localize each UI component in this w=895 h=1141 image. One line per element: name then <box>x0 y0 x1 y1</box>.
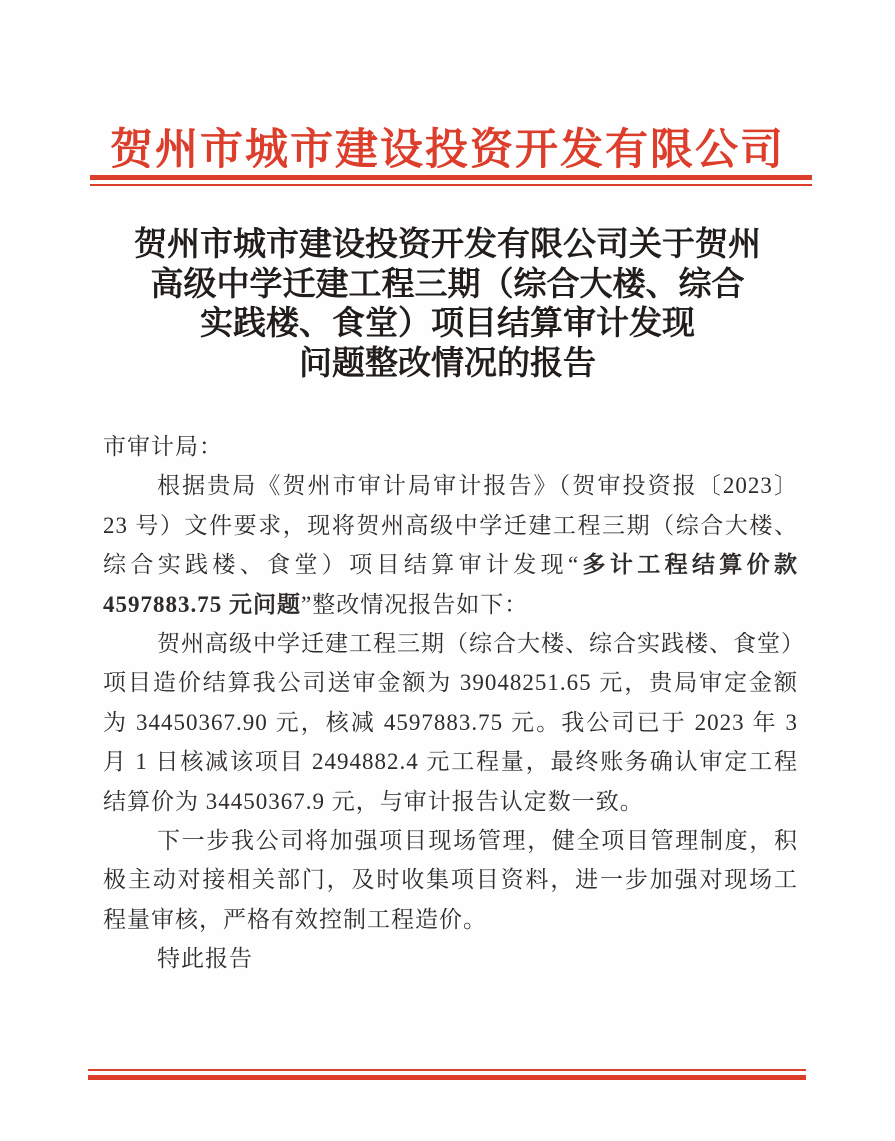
body-line-regular-segment: ”整改情况报告如下： <box>301 591 529 617</box>
body-line: 贺州高级中学迁建工程三期（综合大楼、综合实践楼、食堂） <box>157 631 805 657</box>
body-line <box>103 545 798 584</box>
company-letterhead: 贺州市城市建设投资开发有限公司 <box>110 127 785 174</box>
report-title <box>0 226 895 384</box>
body-line: 根据贵局《贺州市审计局审计报告》（贺审投资报〔2023〕 <box>157 473 798 499</box>
body-line: 月 1 日核减该项目 2494882.4 元工程量，最终账务确认审定工程 <box>103 749 798 775</box>
header-double-rule <box>90 175 812 186</box>
report-title-line-3: 实践楼、食堂）项目结算审计发现 <box>200 306 695 342</box>
footer-double-rule <box>88 1069 806 1080</box>
report-body <box>103 427 805 979</box>
body-line: 极主动对接相关部门，及时收集项目资料，进一步加强对现场工 <box>103 867 798 893</box>
body-line-bold-segment: 4597883.75 元问题 <box>103 591 301 617</box>
body-line: 23 号）文件要求，现将贺州高级中学迁建工程三期（综合大楼、 <box>103 512 798 538</box>
body-line: 结算价为 34450367.9 元，与审计报告认定数一致。 <box>103 788 644 814</box>
body-line: 程量审核，严格有效控制工程造价。 <box>103 906 487 932</box>
header-rule-thin-bar <box>90 184 812 186</box>
report-title-line-4: 问题整改情况的报告 <box>299 345 596 382</box>
closing-line: 特此报告 <box>157 946 253 972</box>
body-line: 下一步我公司将加强项目现场管理，健全项目管理制度，积 <box>157 828 798 854</box>
body-line: 为 34450367.90 元，核减 4597883.75 元。我公司已于 2023 年 3 <box>103 709 798 735</box>
body-line <box>103 585 798 624</box>
footer-rule-thick-bar <box>88 1075 806 1080</box>
report-title-line-1: 贺州市城市建设投资开发有限公司关于贺州 <box>134 227 761 263</box>
body-line-bold-segment: 多计工程结算价款 <box>579 552 798 578</box>
body-line-regular-segment: 综合实践楼、食堂）项目结算审计发现“ <box>103 552 580 578</box>
report-title-line-2: 高级中学迁建工程三期（综合大楼、综合 <box>150 266 745 303</box>
salutation: 市审计局： <box>103 434 223 459</box>
body-line: 项目造价结算我公司送审金额为 39048251.65 元，贵局审定金额 <box>103 670 798 696</box>
